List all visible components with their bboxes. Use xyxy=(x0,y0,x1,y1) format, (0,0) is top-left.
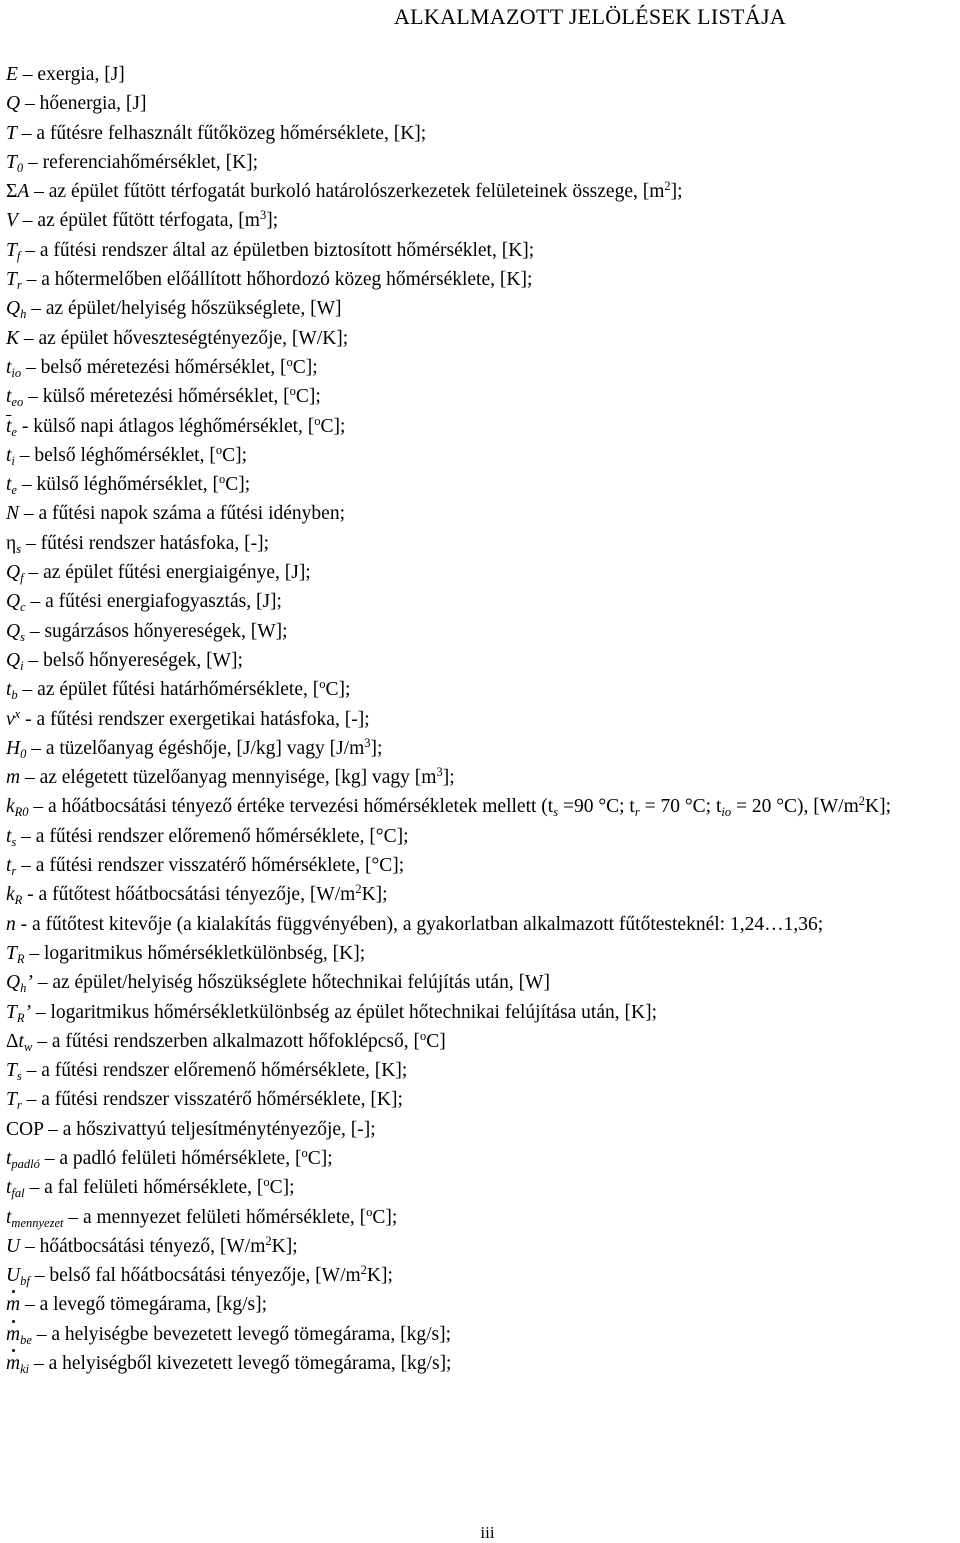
symbol-subscript: i xyxy=(11,453,15,468)
entry-symbol: k xyxy=(6,884,15,906)
entry-description: – a helyiségbe bevezetett levegő tömegárama, [kg/s]; xyxy=(31,1323,451,1345)
notation-entry xyxy=(6,1203,958,1232)
symbol-prefix: Δ xyxy=(6,1030,19,1052)
unit-superscript: o xyxy=(301,1145,308,1160)
entry-description: – az épület fűtött térfogatát burkoló határolószerkezetek felületeinek összege, [m xyxy=(29,181,665,203)
notation-entry xyxy=(6,1261,958,1290)
notation-entry xyxy=(6,587,958,616)
entry-description: - a fűtőtest kitevője (a kialakítás függvényében), a gyakorlatban alkalmazott fűtőtesteknél: 1,24…1,36; xyxy=(15,913,824,935)
entry-description: – az épület fűtési energiaigénye, [J]; xyxy=(23,562,311,584)
unit-superscript: 2 xyxy=(360,1263,367,1278)
entry-description-cont: C]; xyxy=(295,386,321,408)
entry-description: – a fűtési napok száma a fűtési idényben; xyxy=(19,503,345,525)
symbol-subscript: mennyezet xyxy=(11,1215,64,1230)
entry-symbol: Q xyxy=(6,649,21,671)
notation-entry xyxy=(6,119,958,148)
unit-superscript: 2 xyxy=(265,1233,272,1248)
symbol-subscript: e xyxy=(11,424,17,439)
entry-description-cont: C]; xyxy=(320,415,346,437)
entry-description-cont: K]; xyxy=(366,1265,393,1287)
entry-description: - a fűtési rendszer exergetikai hatásfoka, [-]; xyxy=(20,708,370,730)
notation-entry xyxy=(6,353,958,382)
notation-entry xyxy=(6,177,958,206)
notation-entry xyxy=(6,968,958,997)
symbol-subscript: io xyxy=(11,365,22,380)
entry-symbol: m xyxy=(6,767,21,789)
entry-description-cont: ]; xyxy=(370,737,383,759)
notation-entry xyxy=(6,441,958,470)
entry-symbol: T xyxy=(6,269,17,291)
symbol-subscript: h xyxy=(20,307,27,322)
symbol-suffix: ’ xyxy=(26,972,33,994)
notation-entry xyxy=(6,1232,958,1261)
entry-description: – az épület/helyiség hőszükséglete, [W] xyxy=(26,298,342,320)
entry-description-cont: K]; xyxy=(865,796,891,818)
notation-entry xyxy=(6,1320,958,1349)
entry-description-cont: C]; xyxy=(292,356,318,378)
symbol-subscript: R xyxy=(16,1010,25,1025)
symbol-subscript: 0 xyxy=(16,160,24,175)
notation-entry xyxy=(6,324,958,353)
entry-description: – hőátbocsátási tényező, [W/m xyxy=(20,1235,266,1257)
symbol-subscript: s xyxy=(16,541,22,556)
entry-symbol: t xyxy=(6,679,12,701)
entry-description: – az épület hőveszteségtényezője, [W/K]; xyxy=(19,327,349,349)
notation-list xyxy=(6,60,958,1378)
entry-description: – a helyiségből kivezetett levegő tömegárama, [kg/s]; xyxy=(29,1353,452,1375)
notation-entry xyxy=(6,265,958,294)
page-title: ALKALMAZOTT JELÖLÉSEK LISTÁJA xyxy=(393,4,787,29)
entry-symbol: T xyxy=(6,122,17,144)
unit-superscript: o xyxy=(314,413,321,428)
entry-description: – külső méretezési hőmérséklet, [ xyxy=(23,386,290,408)
entry-symbol: T xyxy=(6,1001,17,1023)
entry-description: – az épület fűtési határhőmérséklete, [ xyxy=(17,679,320,701)
entry-description-cont: C]; xyxy=(325,679,351,701)
entry-description: – a fűtési energiafogyasztás, [J]; xyxy=(25,591,282,613)
entry-symbol: η xyxy=(6,532,17,554)
entry-symbol: T xyxy=(6,239,17,261)
entry-description-cont: K]; xyxy=(271,1235,298,1257)
symbol-subscript: padló xyxy=(11,1156,40,1171)
entry-description: - a fűtőtest hőátbocsátási tényezője, [W/m xyxy=(22,884,356,906)
entry-description: – a tüzelőanyag égéshője, [J/kg] vagy [J/m xyxy=(26,737,365,759)
entry-symbol: t xyxy=(6,1147,12,1169)
entry-description-cont: =90 °C; t xyxy=(558,796,635,818)
unit-superscript: o xyxy=(218,472,226,487)
description-subscript: s xyxy=(553,805,559,820)
symbol-subscript: r xyxy=(16,1098,22,1113)
notation-entry xyxy=(6,939,958,968)
entry-symbol: Q xyxy=(6,298,21,320)
notation-entry xyxy=(6,910,958,939)
unit-superscript: o xyxy=(263,1175,270,1190)
entry-description: – sugárzásos hőnyereségek, [W]; xyxy=(24,620,288,642)
entry-description-cont: = 70 °C; t xyxy=(639,796,722,818)
entry-description: – fűtési rendszer hatásfoka, [-]; xyxy=(21,532,270,554)
symbol-subscript: be xyxy=(20,1332,32,1347)
entry-symbol: t xyxy=(6,356,12,378)
entry-description-cont: K]; xyxy=(361,884,388,906)
entry-description: – hőenergia, [J] xyxy=(20,93,147,115)
symbol-subscript: i xyxy=(20,658,24,673)
entry-description: – a hőátbocsátási tényező értéke tervezési hőmérsékletek mellett (t xyxy=(28,796,554,818)
entry-symbol: n xyxy=(6,913,16,935)
entry-description-cont: ]; xyxy=(266,210,279,232)
unit-superscript: 2 xyxy=(664,179,671,194)
notation-entry xyxy=(6,1290,958,1319)
notation-entry xyxy=(6,294,958,323)
symbol-subscript: bf xyxy=(20,1274,30,1289)
unit-superscript: o xyxy=(319,677,326,692)
entry-description: – a fűtési rendszerben alkalmazott hőfoklépcső, [ xyxy=(32,1030,420,1052)
entry-symbol: Q xyxy=(6,591,21,613)
entry-symbol: k xyxy=(6,796,15,818)
entry-description: – belső méretezési hőmérséklet, [ xyxy=(21,356,287,378)
entry-description: – belső léghőmérséklet, [ xyxy=(14,444,216,466)
symbol-subscript: eo xyxy=(11,395,24,410)
notation-entry xyxy=(6,89,958,118)
entry-description: – a hőszivattyú teljesítménytényezője, [-]; xyxy=(43,1118,376,1140)
notation-entry xyxy=(6,763,958,792)
notation-entry xyxy=(6,382,958,411)
description-subscript: r xyxy=(634,805,640,820)
notation-entry xyxy=(6,792,958,821)
entry-description-cont: C]; xyxy=(307,1147,333,1169)
notation-entry xyxy=(6,1027,958,1056)
entry-description: – a padló felületi hőmérséklete, [ xyxy=(39,1147,302,1169)
entry-symbol: t xyxy=(6,444,12,466)
entry-symbol: T xyxy=(6,151,17,173)
unit-superscript: 3 xyxy=(436,765,443,780)
entry-description: – a levegő tömegárama, [kg/s]; xyxy=(20,1294,268,1316)
symbol-subscript: c xyxy=(20,600,26,615)
symbol-subscript: R xyxy=(14,893,23,908)
entry-symbol: m xyxy=(6,1320,20,1349)
entry-description: – az épület fűtött térfogata, [m xyxy=(17,210,260,232)
notation-entry xyxy=(6,499,958,528)
notation-entry xyxy=(6,851,958,880)
symbol-subscript: f xyxy=(16,248,21,263)
entry-description: – a mennyezet felületi hőmérséklete, [ xyxy=(63,1206,367,1228)
entry-description-cont: C]; xyxy=(222,444,247,466)
notation-entry xyxy=(6,1056,958,1085)
symbol-subscript: r xyxy=(16,278,22,293)
entry-symbol: t xyxy=(6,825,12,847)
unit-superscript: o xyxy=(366,1204,373,1219)
entry-description: – a fűtési rendszer előremenő hőmérséklete, [K]; xyxy=(21,1060,408,1082)
notation-entry xyxy=(6,236,958,265)
entry-symbol: U xyxy=(6,1235,21,1257)
notation-entry xyxy=(6,675,958,704)
entry-symbol: N xyxy=(6,503,20,525)
unit-superscript: o xyxy=(286,354,293,369)
unit-superscript: o xyxy=(289,384,296,399)
entry-description: – az elégetett tüzelőanyag mennyisége, [kg] vagy [m xyxy=(20,767,437,789)
page-number: iii xyxy=(480,1523,495,1542)
entry-description-cont: C]; xyxy=(269,1177,295,1199)
entry-symbol: Q xyxy=(6,562,21,584)
entry-description: – az épület/helyiség hőszükséglete hőtechnikai felújítás után, [W] xyxy=(32,972,550,994)
entry-description: – exergia, [J] xyxy=(17,64,125,85)
notation-entry xyxy=(6,734,958,763)
symbol-subscript: w xyxy=(23,1039,33,1054)
entry-description: – a fűtési rendszer előremenő hőmérséklete, [°C]; xyxy=(16,825,409,847)
entry-description: – a fűtésre felhasznált fűtőközeg hőmérséklete, [K]; xyxy=(16,122,427,144)
entry-description: – külső léghőmérséklet, [ xyxy=(16,474,219,496)
entry-description: – a fűtési rendszer által az épületben biztosított hőmérséklet, [K]; xyxy=(20,239,535,261)
entry-description: – referenciahőmérséklet, [K]; xyxy=(23,151,259,173)
entry-description: – a fűtési rendszer visszatérő hőmérséklete, [K]; xyxy=(21,1089,403,1111)
entry-symbol: t xyxy=(6,1206,12,1228)
notation-entry xyxy=(6,617,958,646)
description-subscript: io xyxy=(721,805,732,820)
symbol-subscript: f xyxy=(20,571,24,586)
entry-symbol: m xyxy=(6,1290,20,1319)
notation-entry xyxy=(6,470,958,499)
notation-entry xyxy=(6,822,958,851)
entry-symbol: t xyxy=(6,386,12,408)
entry-symbol: t xyxy=(18,1030,24,1052)
notation-entry xyxy=(6,558,958,587)
entry-symbol: Q xyxy=(6,972,21,994)
notation-entry xyxy=(6,529,958,558)
unit-superscript: 2 xyxy=(355,882,362,897)
entry-symbol: COP xyxy=(6,1118,44,1140)
notation-entry xyxy=(6,705,958,734)
notation-entry xyxy=(6,60,958,89)
notation-entry xyxy=(6,1115,958,1144)
entry-symbol: $\overline{t}$ xyxy=(6,415,12,437)
entry-description: – a fal felületi hőmérséklete, [ xyxy=(24,1177,264,1199)
notation-entry xyxy=(6,646,958,675)
entry-symbol: U xyxy=(6,1265,21,1287)
entry-description: – a fűtési rendszer visszatérő hőmérséklete, [°C]; xyxy=(16,855,405,877)
symbol-subscript: s xyxy=(20,629,25,644)
notation-entry xyxy=(6,998,958,1027)
entry-symbol: V xyxy=(6,210,18,232)
entry-symbol: A xyxy=(17,181,30,203)
unit-superscript: 3 xyxy=(259,208,267,223)
notation-entry xyxy=(6,1349,958,1378)
entry-symbol: Q xyxy=(6,93,21,115)
entry-symbol: Q xyxy=(6,620,21,642)
notation-entry xyxy=(6,1173,958,1202)
symbol-subscript: h xyxy=(20,981,27,996)
entry-description-cont: ]; xyxy=(670,181,683,203)
notation-entry xyxy=(6,1085,958,1114)
symbol-subscript: fal xyxy=(11,1186,25,1201)
entry-symbol: T xyxy=(6,1060,17,1082)
entry-description-cont: C] xyxy=(426,1030,446,1052)
symbol-subscript: ki xyxy=(20,1362,30,1377)
entry-symbol: T xyxy=(6,942,17,964)
entry-symbol: T xyxy=(6,1089,17,1111)
entry-symbol: t xyxy=(6,855,12,877)
symbol-subscript: 0 xyxy=(20,746,27,761)
symbol-suffix: ’ xyxy=(24,1001,31,1023)
unit-superscript: 3 xyxy=(364,735,371,750)
symbol-subscript: e xyxy=(11,483,17,498)
entry-description: – a hőtermelőben előállított hőhordozó közeg hőmérséklete, [K]; xyxy=(21,269,533,291)
notation-entry xyxy=(6,880,958,909)
symbol-superscript: x xyxy=(14,706,21,721)
entry-description: – logaritmikus hőmérsékletkülönbség az épület hőtechnikai felújítása után, [K]; xyxy=(31,1001,657,1023)
unit-superscript: 2 xyxy=(858,794,865,809)
notation-entry xyxy=(6,206,958,235)
entry-symbol: ν xyxy=(6,708,15,730)
symbol-subscript: s xyxy=(11,834,17,849)
symbol-subscript: r xyxy=(11,864,17,879)
symbol-subscript: b xyxy=(11,688,18,703)
entry-symbol: m xyxy=(6,1349,20,1378)
entry-symbol: t xyxy=(6,1177,12,1199)
symbol-prefix: Σ xyxy=(6,181,18,203)
entry-description-cont: C]; xyxy=(372,1206,398,1228)
entry-description: – belső fal hőátbocsátási tényezője, [W/m xyxy=(29,1265,361,1287)
entry-description: – logaritmikus hőmérsékletkülönbség, [K]; xyxy=(24,942,366,964)
entry-symbol: K xyxy=(6,327,20,349)
entry-symbol: H xyxy=(6,737,21,759)
notation-entry xyxy=(6,148,958,177)
entry-description-cont: C]; xyxy=(225,474,251,496)
symbol-subscript: R xyxy=(16,951,25,966)
unit-superscript: o xyxy=(420,1028,427,1043)
notation-entry xyxy=(6,412,958,441)
symbol-subscript: R0 xyxy=(14,805,29,820)
symbol-subscript: s xyxy=(16,1069,22,1084)
unit-superscript: o xyxy=(215,442,223,457)
entry-description-cont: ]; xyxy=(442,767,455,789)
entry-symbol: E xyxy=(6,64,18,85)
notation-entry xyxy=(6,1144,958,1173)
entry-symbol: t xyxy=(6,474,12,496)
entry-description-cont: = 20 °C), [W/m xyxy=(731,796,859,818)
entry-description: - külső napi átlagos léghőmérséklet, [ xyxy=(16,415,315,437)
entry-description: – belső hőnyereségek, [W]; xyxy=(23,649,243,671)
